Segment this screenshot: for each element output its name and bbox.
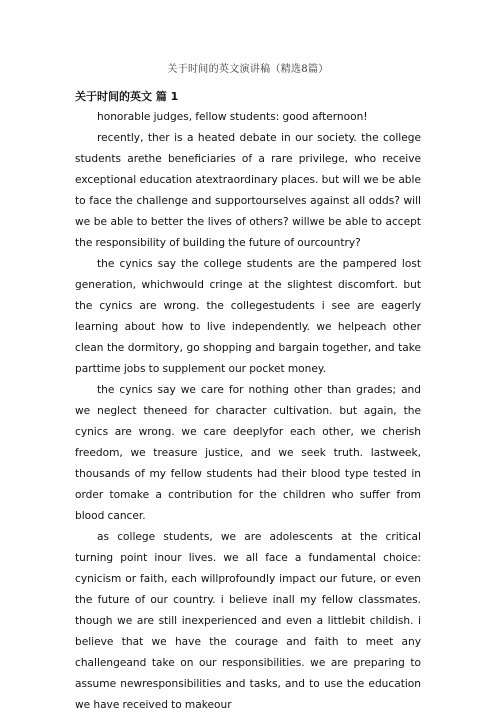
paragraph-4: the cynics say we care for nothing other than grades; and we neglect theneed for character cultivation. but again, the cynics are wrong. we care deeplyfor each other, we cherish freedom, we treasure justice, and we seek truth. lastweek, thousands of my fellow students had their blood type tested in order tomake a contribution for the children who suffer from blood cancer.	[75, 384, 421, 522]
section-title: 关于时间的英文 篇 1	[75, 90, 179, 103]
paragraph-1: honorable judges, fellow students: good afternoon!	[97, 111, 368, 123]
paragraph-3: the cynics say the college students are the pampered lost generation, whichwould cringe at the slightest discomfort. but the cynics are wrong. the collegestudents i see are eagerly learning about how to live independently. we helpeach other clean the dormitory, go shopping and bargain together, and take parttime jobs to supplement our pocket money.	[75, 258, 421, 375]
paragraph-5: as college students, we are adolescents at the critical turning point inour lives. we all face a fundamental choice: cynicism or faith, each willprofoundly impact our future, or even the future of our country. i believe inall my fellow classmates. though we are still inexperienced and even a littlebit childish. i believe that we have the courage and faith to meet any challengeand take on our responsibilities. we are preparing to assume newresponsibilities and tasks, and to use the education we have received to makeour	[75, 531, 421, 711]
document-body	[75, 86, 421, 716]
document-header: 关于时间的英文演讲稿（精选8篇）	[167, 64, 329, 75]
paragraph-2: recently, ther is a heated debate in our society. the college students arethe beneficiaries of a rare privilege, who receive exceptional education atextraordinary places. but will we be able to face the challenge and supportourselves against all odds? will we be able to better the lives of others? willwe be able to accept the responsibility of building the future of ourcountry?	[75, 132, 421, 249]
